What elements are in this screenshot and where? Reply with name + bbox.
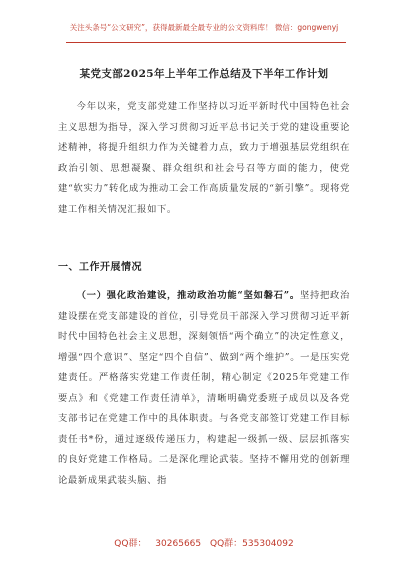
footer-qq-group-2: QQ群：535304092: [210, 539, 294, 549]
section-paragraph: [58, 286, 350, 491]
footer-qq-group-1: QQ群： 30265665: [114, 539, 202, 549]
intro-paragraph: 今年以来，党支部党建工作坚持以习近平新时代中国特色社会主义思想为指导，深入学习贯彻习近平总书记关于党的建设重要论述精神，将提升组织力作为关键着力点，致力于增强基层党组织在政治引领、思想凝聚、群众组织和社会号召等方面的能力，使党建“软实力”转化成为推动工会工作高质量发展的“新引擎”。现将党建工作相关情况汇报如下。: [58, 101, 350, 215]
footer-qq: [0, 536, 408, 549]
header-divider: [66, 42, 346, 43]
document-title: 某党支部2025年上半年工作总结及下半年工作计划: [79, 68, 329, 80]
header-notice: 关注头条号“公文研究”，获得最新最全最专业的公文资料库！ 微信：gongwenyj: [69, 23, 339, 32]
section-lead: （一）强化政治建设，推动政治功能“坚如磐石”。: [76, 290, 300, 301]
section-body: 坚持把政治建设摆在党支部建设的首位，引导党员干部深入学习贯彻习近平新时代中国特色社会主义思想，深刻领悟“两个确立”的决定性意义，增强“四个意识”、坚定“四个自信”、做到“两个维护”。一是压实党建责任。严格落实党建工作责任制，精心制定《2025年党建工作要点》和《党建工作责任清单》，清晰明确党委班子成员以及各党支部书记在党建工作中的具体职责。与各党支部签订党建工作目标责任书*份，通过逐级传递压力，构建起一级抓一级、层层抓落实的良好党建工作格局。二是深化理论武装。坚持不懈用党的创新理论最新成果武装头脑、指: [58, 290, 350, 486]
section-heading: 一、工作开展情况: [58, 262, 142, 273]
